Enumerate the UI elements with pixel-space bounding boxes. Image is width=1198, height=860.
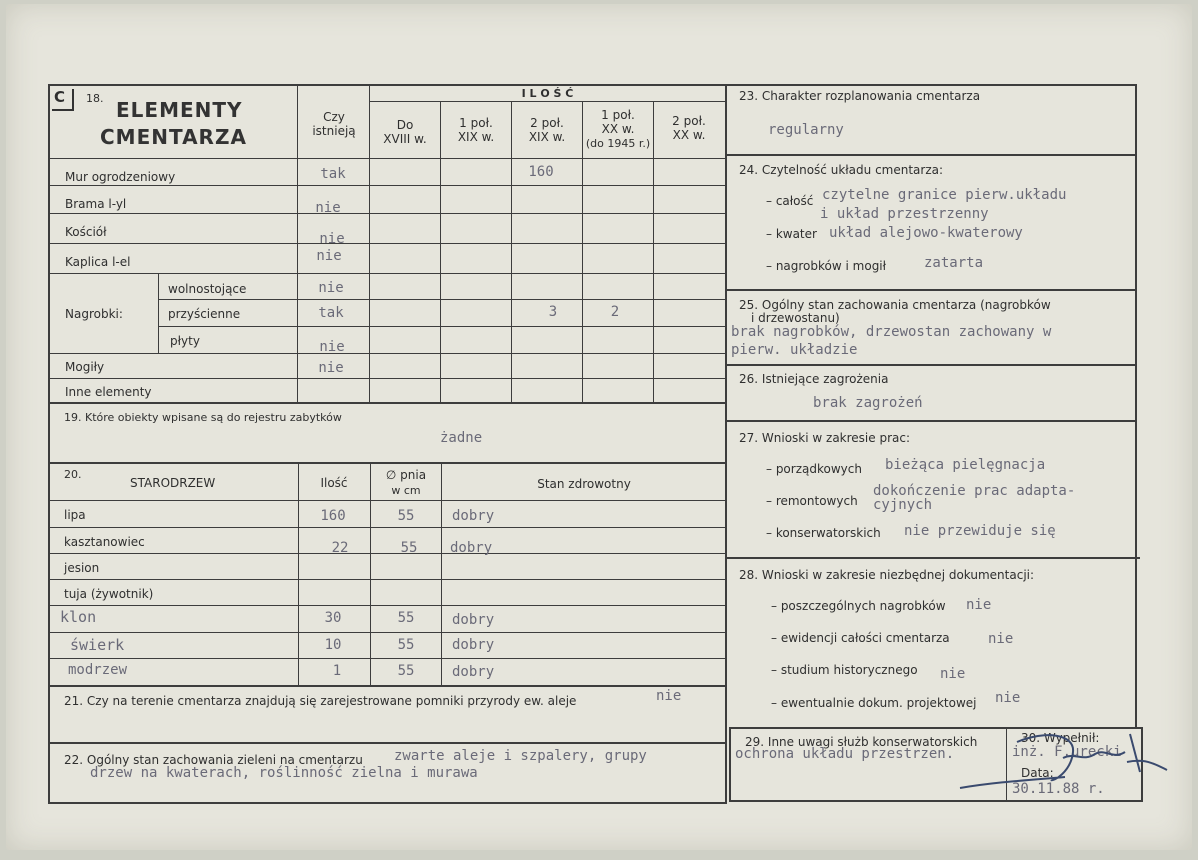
q23-label: 23. Charakter rozplanowania cmentarza — [739, 89, 981, 103]
section-c-letter: C — [54, 88, 66, 106]
tree-qty: 160 — [320, 508, 346, 524]
q27-remontowych-value-2: cyjnych — [873, 497, 933, 513]
tree-diameter: 55 — [400, 540, 418, 556]
row-exists: nie — [319, 231, 345, 247]
q20-pnia-header: ∅ pnia — [385, 468, 427, 482]
q20-number: 20. — [64, 468, 82, 481]
q24-nagrobkow-value: zatarta — [924, 255, 984, 271]
q19-label: 19. Które obiekty wpisane są do rejestru zabytków — [64, 411, 342, 424]
row-label: Mogiły — [65, 360, 105, 374]
q25-label-2: i drzewostanu) — [751, 311, 840, 325]
q27-remontowych-value-1: dokończenie prac adapta- — [873, 483, 1076, 499]
q24-calosc-value-2: i układ przestrzenny — [820, 206, 989, 222]
q26-value: brak zagrożeń — [813, 395, 923, 411]
tree-name: tuja (żywotnik) — [64, 587, 154, 601]
q28-projektowej-value: nie — [995, 690, 1021, 706]
q24-kwater-label: – kwater — [766, 227, 817, 241]
row-label: Kaplica l-el — [65, 255, 131, 269]
tree-qty: 30 — [324, 610, 342, 626]
col-header-3b: XX w. — [601, 122, 635, 136]
q20-ilosc-header: Ilość — [320, 476, 348, 490]
q20-cm-header: w cm — [391, 484, 421, 497]
q25-value-1: brak nagrobków, drzewostan zachowany w — [731, 324, 1052, 340]
q30-data-label: Data: — [1021, 766, 1054, 780]
q24-kwater-value: układ alejowo-kwaterowy — [829, 225, 1023, 241]
tree-qty: 22 — [331, 540, 349, 556]
nagrobki-label: Nagrobki: — [65, 307, 123, 321]
q24-nagrobkow-label: – nagrobków i mogił — [766, 259, 887, 273]
q27-remontowych-label: – remontowych — [766, 494, 858, 508]
q27-porzadkowych-label: – porządkowych — [766, 462, 862, 476]
row-exists: nie — [315, 200, 341, 216]
col-header-2a: 2 poł. — [530, 116, 564, 130]
tree-name: modrzew — [68, 662, 128, 678]
col-header-3c: (do 1945 r.) — [585, 137, 651, 150]
q28-nagrobkow-label: – poszczególnych nagrobków — [771, 599, 946, 613]
col-header-4a: 2 poł. — [672, 114, 706, 128]
q22-value-1: zwarte aleje i szpalery, grupy — [394, 748, 647, 764]
q26-label: 26. Istniejące zagrożenia — [739, 372, 889, 386]
q28-projektowej-label: – ewentualnie dokum. projektowej — [771, 696, 977, 710]
tree-qty: 1 — [332, 663, 342, 679]
title-line-1: ELEMENTY — [116, 98, 243, 122]
q19-value: żadne — [440, 430, 483, 446]
col-header-0a: Do — [396, 118, 414, 132]
tree-name: klon — [60, 608, 97, 626]
q27-label: 27. Wnioski w zakresie prac: — [739, 431, 911, 445]
tree-state: dobry — [450, 540, 493, 556]
czy-label: Czy — [323, 110, 345, 124]
tree-diameter: 55 — [397, 610, 415, 626]
tree-state: dobry — [452, 664, 495, 680]
q20-stan-header: Stan zdrowotny — [537, 477, 631, 491]
row-exists: tak — [320, 166, 346, 182]
q25-value-2: pierw. układzie — [731, 342, 858, 358]
tree-name: kasztanowiec — [64, 535, 145, 549]
col-header-4b: XX w. — [672, 128, 706, 142]
tree-state: dobry — [452, 508, 495, 524]
row-count: 3 — [548, 304, 558, 320]
col-header-0b: XVIII w. — [383, 132, 427, 146]
row-label: wolnostojące — [168, 282, 247, 296]
q23-value: regularny — [768, 122, 844, 138]
q24-label: 24. Czytelność układu cmentarza: — [739, 163, 944, 177]
row-label: Inne elementy — [65, 385, 152, 399]
tree-state: dobry — [452, 637, 495, 653]
row-label: Brama l-yl — [65, 197, 127, 211]
row-exists: nie — [318, 360, 344, 376]
row-exists: nie — [319, 339, 345, 355]
row-label: Mur ogrodzeniowy — [65, 170, 176, 184]
title-line-2: CMENTARZA — [100, 125, 247, 149]
row-label: przyścienne — [168, 307, 241, 321]
q25-label-1: 25. Ogólny stan zachowania cmentarza (nagrobków — [739, 298, 1051, 312]
tree-diameter: 55 — [397, 637, 415, 653]
q30-label: 30. Wypełnił: — [1021, 731, 1100, 745]
row-count: 160 — [528, 164, 554, 180]
row-label: Kościół — [65, 225, 107, 239]
tree-diameter: 55 — [397, 508, 415, 524]
q21-value: nie — [656, 688, 682, 704]
signature — [955, 722, 1170, 794]
q27-konserwatorskich-label: – konserwatorskich — [766, 526, 881, 540]
q20-title: STARODRZEW — [130, 476, 216, 490]
col-header-1b: XIX w. — [457, 130, 495, 144]
q24-calosc-value-1: czytelne granice pierw.układu — [822, 187, 1067, 203]
q27-konserwatorskich-value: nie przewiduje się — [904, 523, 1056, 539]
q28-nagrobkow-value: nie — [966, 597, 992, 613]
q28-ewidencji-label: – ewidencji całości cmentarza — [771, 631, 950, 645]
col-header-3a: 1 poł. — [601, 108, 635, 122]
row-count: 2 — [610, 304, 620, 320]
tree-state: dobry — [452, 612, 495, 628]
q30-data-value: 30.11.88 r. — [1012, 781, 1105, 797]
ilosc-label: I L O Ś Ć — [521, 87, 574, 100]
col-header-1a: 1 poł. — [459, 116, 493, 130]
tree-name: lipa — [64, 508, 86, 522]
q27-porzadkowych-value: bieżąca pielęgnacja — [885, 457, 1046, 473]
section-number: 18. — [86, 92, 104, 105]
col-header-2b: XIX w. — [528, 130, 566, 144]
istnieja-label: istnieją — [312, 124, 356, 138]
row-exists: nie — [318, 280, 344, 296]
q24-calosc-label: – całość — [766, 194, 814, 208]
q28-ewidencji-value: nie — [988, 631, 1014, 647]
q22-value-2: drzew na kwaterach, roślinność zielna i murawa — [90, 765, 478, 781]
q22-label: 22. Ogólny stan zachowania zieleni na cmentarzu — [64, 753, 363, 767]
q30-value: inż. F.urecki — [1012, 744, 1122, 760]
tree-diameter: 55 — [397, 663, 415, 679]
row-exists: tak — [318, 305, 344, 321]
q21-label: 21. Czy na terenie cmentarza znajdują się zarejestrowane pomniki przyrody ew. aleje — [64, 694, 577, 708]
tree-qty: 10 — [324, 637, 342, 653]
q29-value: ochrona układu przestrzen. — [735, 746, 955, 762]
q28-studium-label: – studium historycznego — [771, 663, 918, 677]
row-exists: nie — [316, 248, 342, 264]
tree-name: jesion — [64, 561, 100, 575]
q29-label: 29. Inne uwagi służb konserwatorskich — [745, 735, 978, 749]
q28-label: 28. Wnioski w zakresie niezbędnej dokumentacji: — [739, 568, 1035, 582]
row-label: płyty — [170, 334, 200, 348]
tree-name: świerk — [70, 636, 125, 654]
q28-studium-value: nie — [940, 666, 966, 682]
